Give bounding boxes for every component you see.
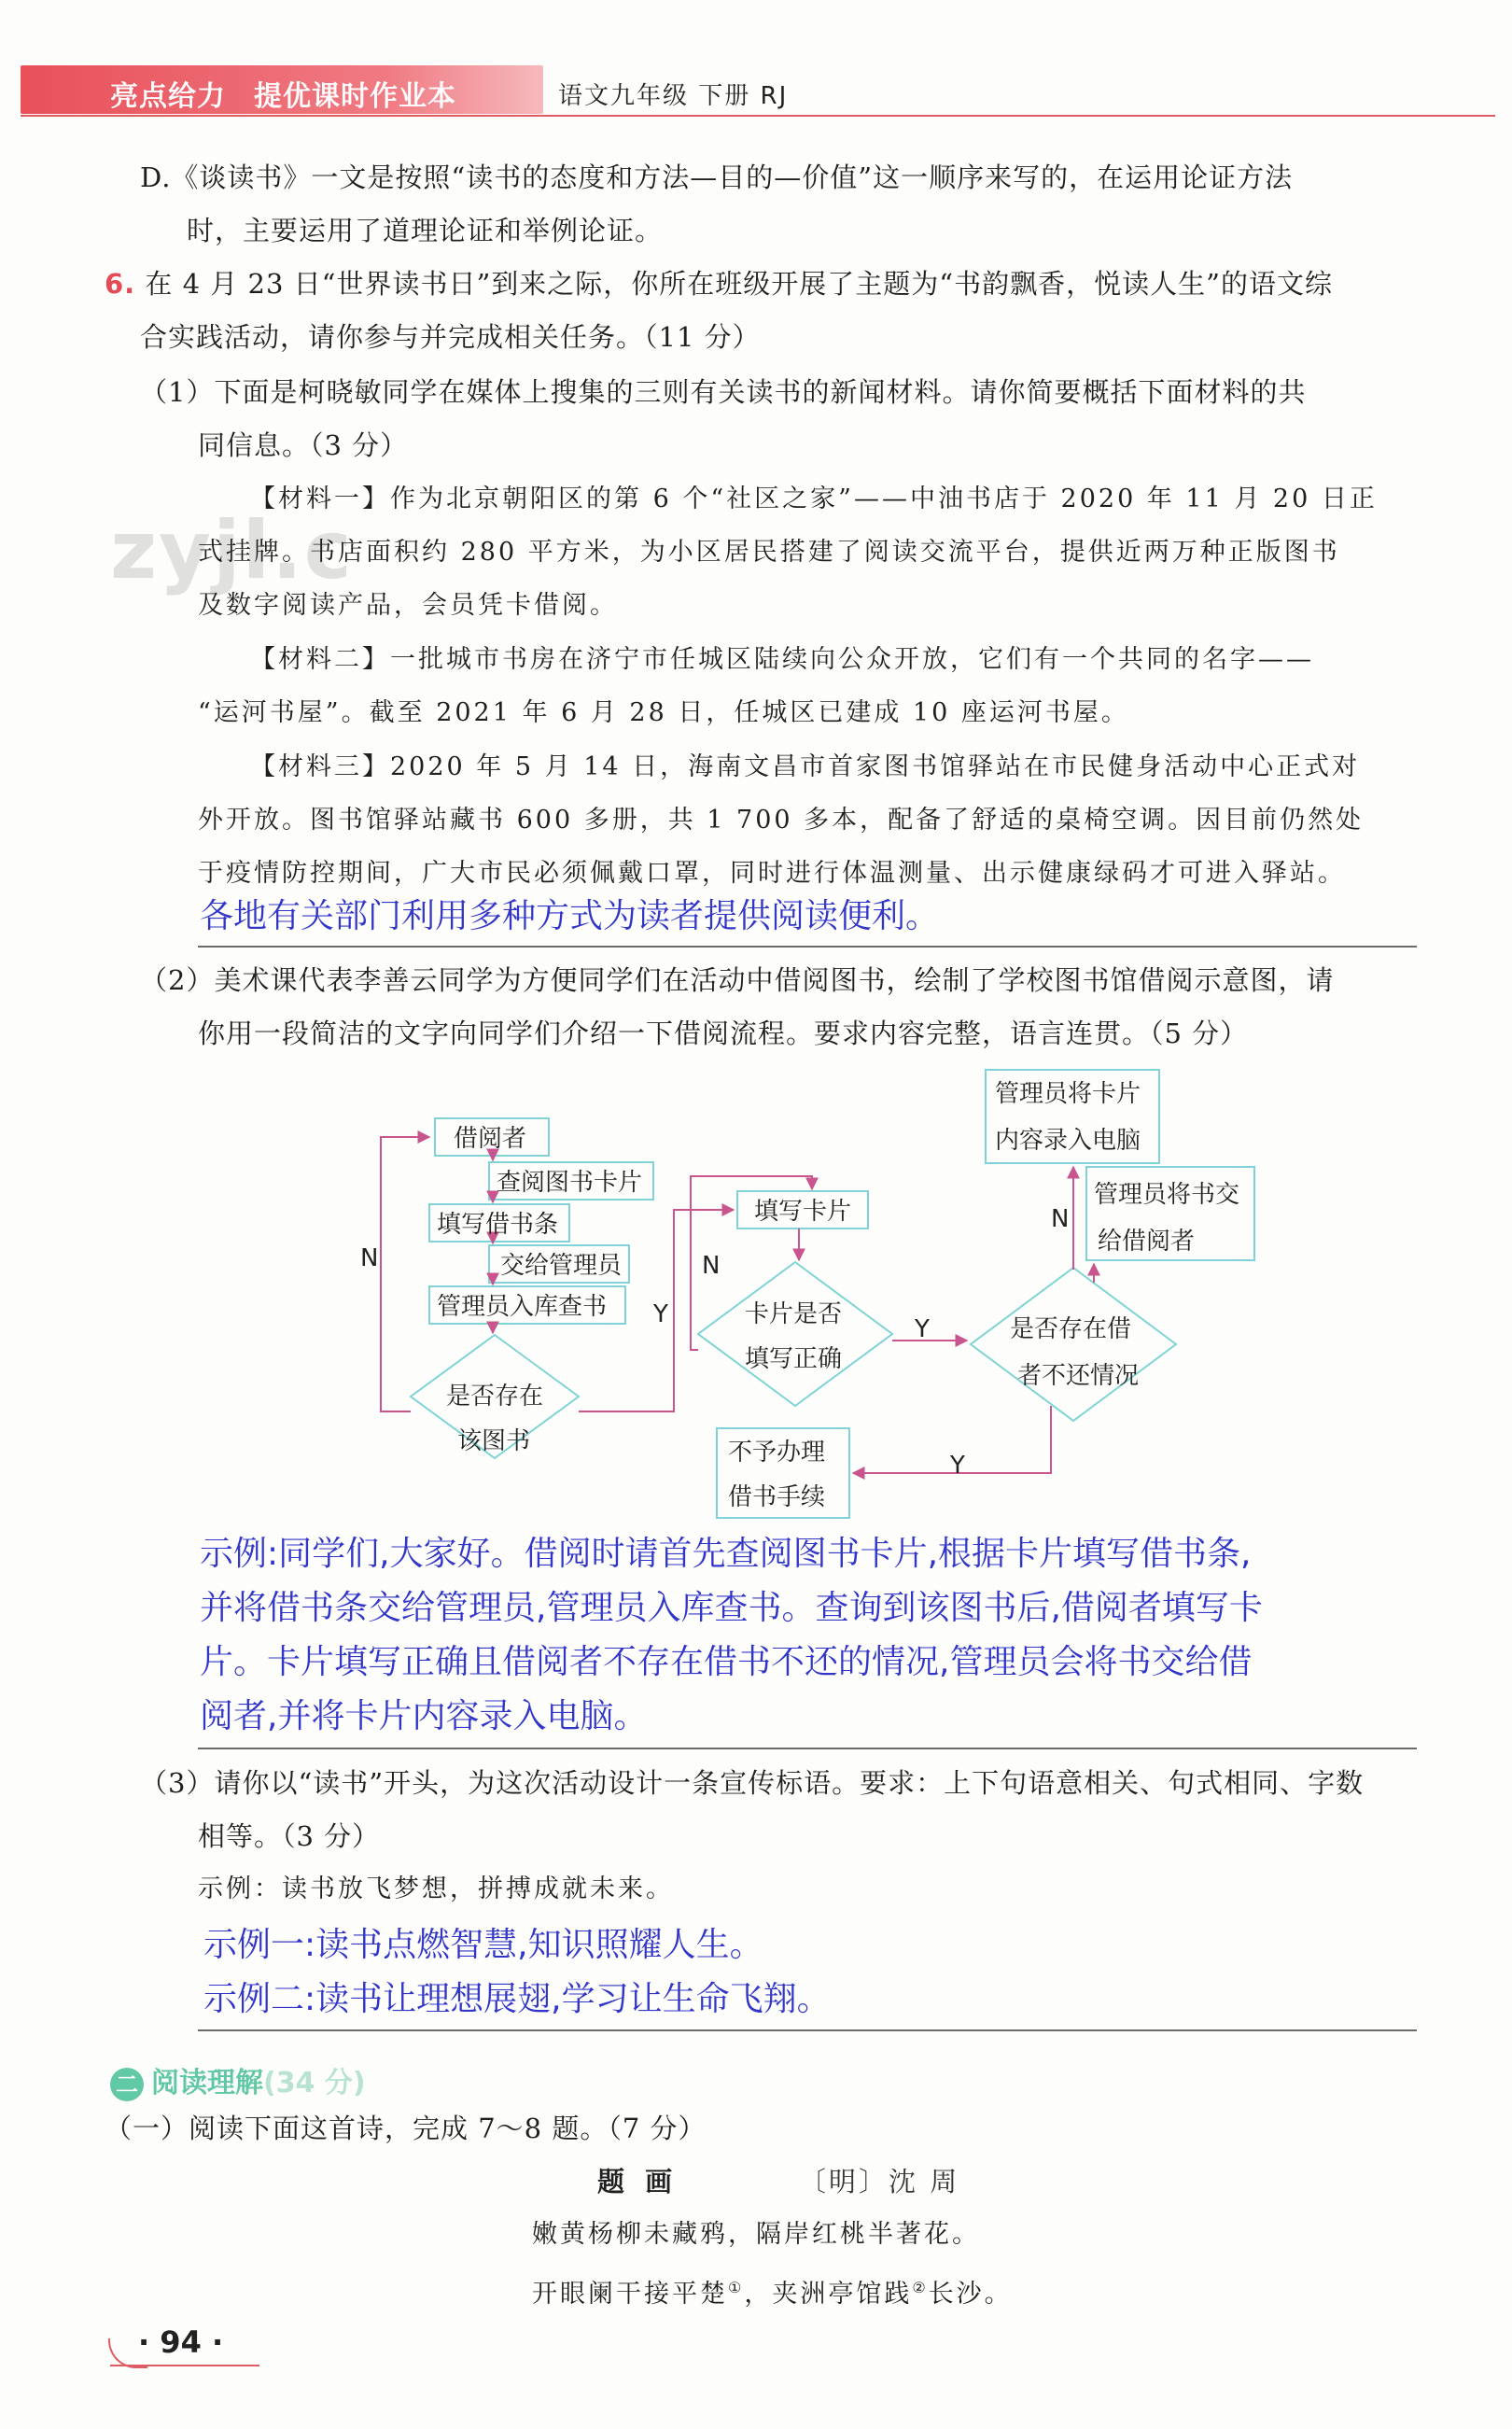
poem-line-2 [532,2269,1013,2313]
flow-hand-over-1: 管理员将书交 [1094,1181,1240,1209]
flow-hand-over-2: 给借阅者 [1098,1228,1196,1256]
footnote-1: ① [728,2279,745,2296]
flow-label-y2: Y [915,1315,930,1343]
answer-rule [198,1748,1417,1749]
flow-card-check-diamond [698,1262,892,1406]
flow-borrower: 借阅者 [454,1125,527,1153]
material-1-line3: 及数字阅读产品，会员凭卡借阅。 [198,591,618,620]
flow-fill-slip: 填写借书条 [437,1211,559,1239]
flow-exists-q2: 该图书 [457,1427,531,1455]
material-1-line2: 式挂牌。书店面积约 280 平方米，为小区居民搭建了阅读交流平台，提供近两万种正版图书 [198,538,1340,567]
part-1-instruction: （一）阅读下面这首诗，完成 7～8 题。（7 分） [105,2113,707,2144]
section-score: (34 分) [263,2067,366,2099]
header-subtitle: 提优课时作业本 [254,80,456,113]
header-brand: 亮点给力 [110,80,226,113]
material-1-line1: 【材料一】作为北京朝阳区的第 6 个“社区之家”——中油书店于 2020 年 11 月 20 日正 [250,484,1378,513]
answer-rule [198,2029,1417,2031]
section-title: 阅读理解 [151,2067,263,2099]
flow-label-n2: N [702,1252,721,1280]
sub2-line1: （2）美术课代表李善云同学为方便同学们在活动中借阅图书，绘制了学校图书馆借阅示意图，请 [140,964,1335,996]
sub2-answer-line1: 示例:同学们,大家好。借阅时请首先查阅图书卡片,根据卡片填写借书条, [200,1535,1252,1573]
page-number: · 94 · [138,2324,224,2360]
sub2-answer-line3: 片。卡片填写正确且借阅者不存在借书不还的情况,管理员会将书交给借 [200,1643,1253,1681]
flow-overdue-diamond [971,1268,1176,1421]
header-book-info: 语文九年级 下册 RJ [558,82,789,110]
material-3-line1: 【材料三】2020 年 5 月 14 日，海南文昌市首家图书馆驿站在市民健身活动中心正式对 [250,752,1361,781]
flow-overdue-q1: 是否存在借 [1010,1315,1132,1343]
material-3-line2: 外开放。图书馆驿站藏书 600 多册，共 1 700 多本，配备了舒适的桌椅空调。因目前仍然处 [198,806,1365,835]
flow-refuse-1: 不予办理 [728,1439,826,1467]
poem-line-2c: 长沙。 [928,2280,1013,2309]
watermark: zyjl.c [110,504,354,597]
flow-overdue-q2: 者不还情况 [1017,1362,1140,1390]
option-d-line2: 时，主要运用了道理论证和举例论证。 [187,215,664,246]
flow-card-q2: 填写正确 [745,1345,843,1373]
sub1-line2: 同信息。（3 分） [198,429,409,461]
material-3-line3: 于疫情防控期间，广大市民必须佩戴口罩，同时进行体温测量、出示健康绿码才可进入驿站。 [198,859,1346,888]
sub3-answer-1: 示例一:读书点燃智慧,知识照耀人生。 [203,1926,763,1964]
poem-line-2a: 开眼阑干接平楚 [532,2280,728,2309]
question-number: 6. [105,268,136,300]
flow-card-q1: 卡片是否 [745,1300,843,1328]
section-badge: 二 [110,2068,144,2101]
question-6-line2: 合实践活动，请你参与并完成相关任务。（11 分） [140,321,761,353]
section-2-heading [110,2059,366,2101]
page-number-rule [110,2365,259,2366]
flow-record-1: 管理员将卡片 [995,1080,1141,1108]
flow-label-n3: N [1051,1205,1070,1233]
flow-label-y1: Y [653,1300,668,1328]
material-2-line2: “运河书屋”。截至 2021 年 6 月 28 日，任城区已建成 10 座运河书屋。 [198,698,1129,727]
sub1-answer: 各地有关部门利用多种方式为读者提供阅读便利。 [200,897,940,935]
sub2-answer-line4: 阅者,并将卡片内容录入电脑。 [200,1697,648,1735]
poem-author: 〔明〕沈 周 [799,2166,960,2197]
flow-record-2: 内容录入电脑 [995,1127,1141,1155]
poem-line-1: 嫩黄杨柳未藏鸦，隔岸红桃半著花。 [532,2220,980,2249]
flow-give-admin: 交给管理员 [500,1252,623,1280]
flow-refuse-2: 借书手续 [728,1483,826,1511]
poem-title: 题 画 [597,2166,679,2197]
poem-line-2b: ，夹洲亭馆践 [744,2280,913,2309]
footnote-2: ② [912,2279,929,2296]
flow-fill-card: 填写卡片 [754,1198,852,1226]
flow-check-card: 查阅图书卡片 [497,1169,643,1197]
sub2-answer-line2: 并将借书条交给管理员,管理员入库查书。查询到该图书后,借阅者填写卡 [200,1589,1263,1627]
flow-label-n1: N [360,1244,379,1272]
sub2-line2: 你用一段简洁的文字向同学们介绍一下借阅流程。要求内容完整，语言连贯。（5 分） [198,1018,1249,1049]
sub3-line1: （3）请你以“读书”开头，为这次活动设计一条宣传标语。要求：上下句语意相关、句式相同、字数 [140,1767,1365,1799]
option-d-line1: D.《谈读书》一文是按照“读书的态度和方法—目的—价值”这一顺序来写的，在运用论证方法 [140,161,1294,193]
material-2-line1: 【材料二】一批城市书房在济宁市任城区陆续向公众开放，它们有一个共同的名字—— [250,645,1314,674]
flow-exists-q1: 是否存在 [446,1383,544,1411]
sub3-example: 示例：读书放飞梦想，拼搏成就未来。 [198,1874,674,1903]
sub3-answer-2: 示例二:读书让理想展翅,学习让生命飞翔。 [203,1980,831,2018]
question-6-line1: 在 4 月 23 日“世界读书日”到来之际，你所在班级开展了主题为“书韵飘香，悦读人生”的语文综 [145,268,1333,300]
sub3-line2: 相等。（3 分） [198,1820,381,1852]
sub1-line1: （1）下面是柯晓敏同学在媒体上搜集的三则有关读书的新闻材料。请你简要概括下面材料的共 [140,376,1307,408]
flow-label-y3: Y [950,1452,965,1480]
flow-arrow-n-loop [381,1137,429,1411]
flow-admin-check: 管理员入库查书 [437,1293,608,1321]
